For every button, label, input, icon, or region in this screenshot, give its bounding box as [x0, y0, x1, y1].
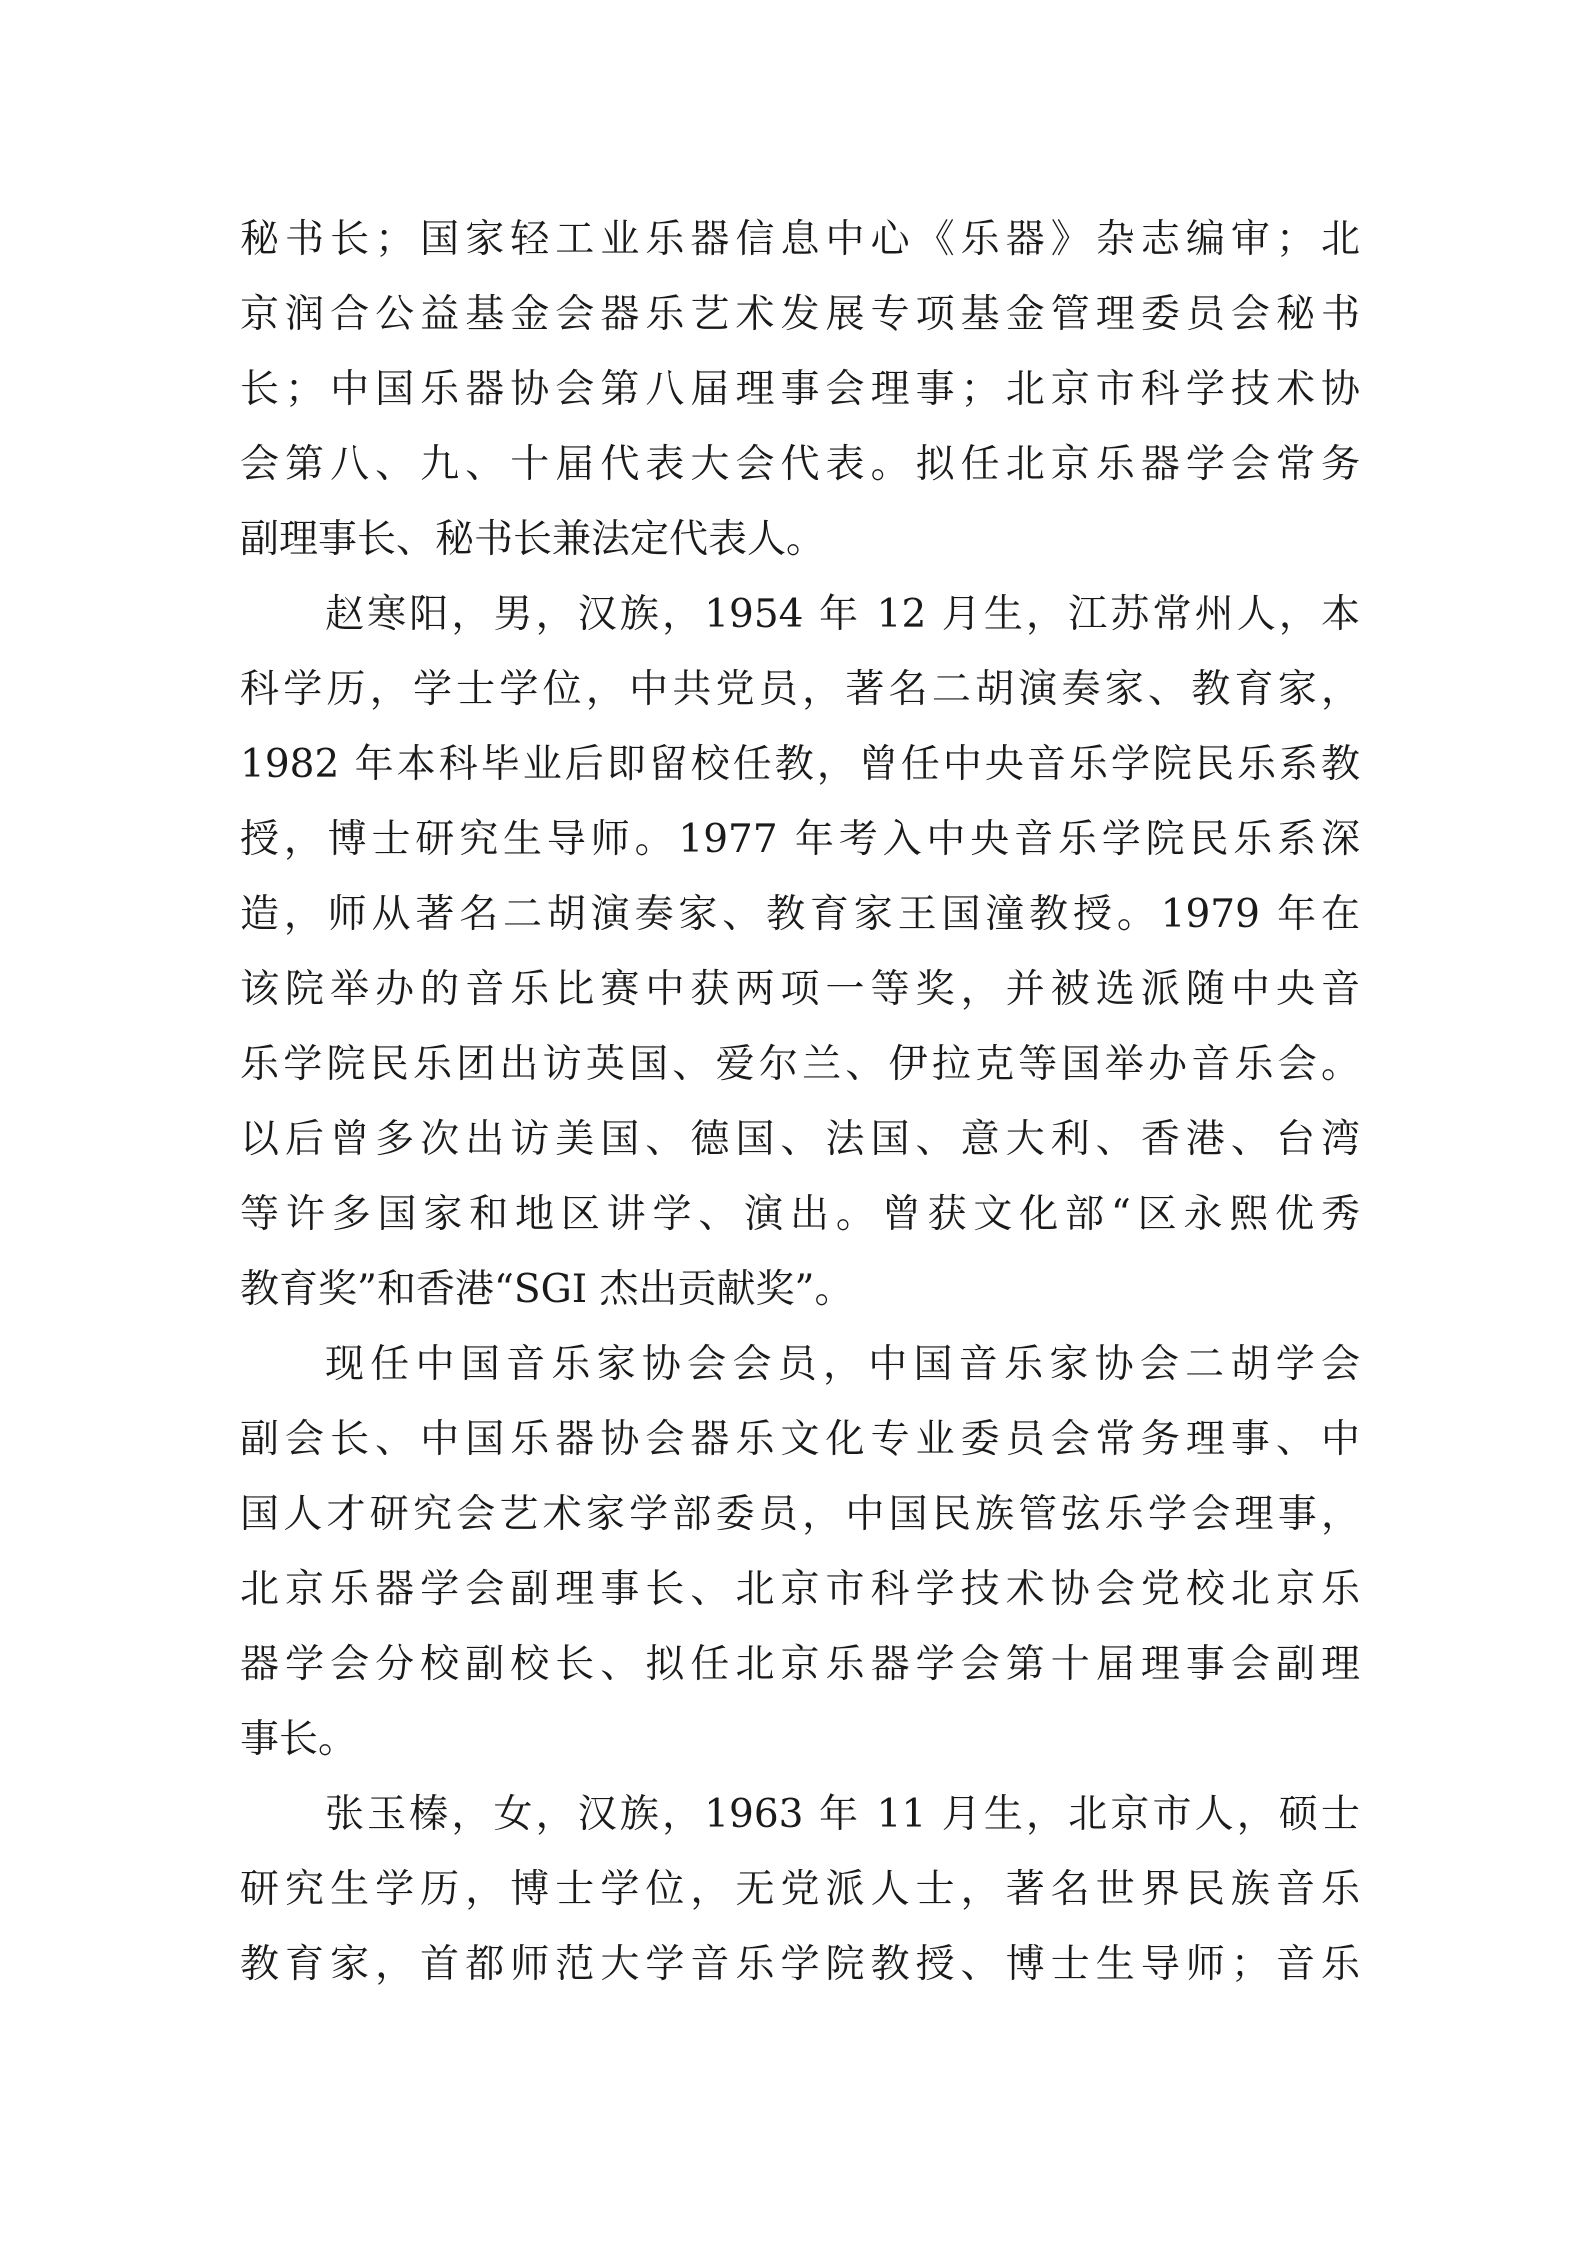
text-line: 以后曾多次出访美国、德国、法国、意大利、香港、台湾 [240, 1117, 1360, 1162]
text-line: 事长。 [240, 1717, 358, 1762]
text-line: 造，师从著名二胡演奏家、教育家王国潼教授。1979 年在 [240, 892, 1360, 937]
text-line: 该院举办的音乐比赛中获两项一等奖，并被选派随中央音 [240, 967, 1360, 1012]
text-line: 教育家，首都师范大学音乐学院教授、博士生导师；音乐 [240, 1942, 1360, 1987]
text-line: 副理事长、秘书长兼法定代表人。 [240, 517, 826, 562]
text-line: 器学会分校副校长、拟任北京乐器学会第十届理事会副理 [240, 1642, 1360, 1687]
text-line: 教育奖”和香港“SGI 杰出贡献奖”。 [240, 1267, 854, 1312]
text-line: 1982 年本科毕业后即留校任教，曾任中央音乐学院民乐系教 [240, 742, 1360, 787]
text-line: 秘书长；国家轻工业乐器信息中心《乐器》杂志编审；北 [240, 217, 1360, 262]
text-line: 副会长、中国乐器协会器乐文化专业委员会常务理事、中 [240, 1417, 1360, 1462]
paragraph-first-line: 赵寒阳，男，汉族，1954 年 12 月生，江苏常州人，本 [325, 592, 1360, 637]
text-line: 会第八、九、十届代表大会代表。拟任北京乐器学会常务 [240, 442, 1360, 487]
text-line: 等许多国家和地区讲学、演出。曾获文化部“区永熙优秀 [240, 1192, 1360, 1237]
text-line: 北京乐器学会副理事长、北京市科学技术协会党校北京乐 [240, 1567, 1360, 1612]
paragraph-first-line: 张玉榛，女，汉族，1963 年 11 月生，北京市人，硕士 [325, 1792, 1360, 1837]
text-line: 长；中国乐器协会第八届理事会理事；北京市科学技术协 [240, 367, 1360, 412]
text-line: 国人才研究会艺术家学部委员，中国民族管弦乐学会理事， [240, 1492, 1360, 1537]
text-line: 科学历，学士学位，中共党员，著名二胡演奏家、教育家， [240, 667, 1360, 712]
text-line: 研究生学历，博士学位，无党派人士，著名世界民族音乐 [240, 1867, 1360, 1912]
text-line: 授，博士研究生导师。1977 年考入中央音乐学院民乐系深 [240, 817, 1360, 862]
text-line: 京润合公益基金会器乐艺术发展专项基金管理委员会秘书 [240, 292, 1360, 337]
paragraph-first-line: 现任中国音乐家协会会员，中国音乐家协会二胡学会 [325, 1342, 1360, 1387]
text-line: 乐学院民乐团出访英国、爱尔兰、伊拉克等国举办音乐会。 [240, 1042, 1360, 1087]
